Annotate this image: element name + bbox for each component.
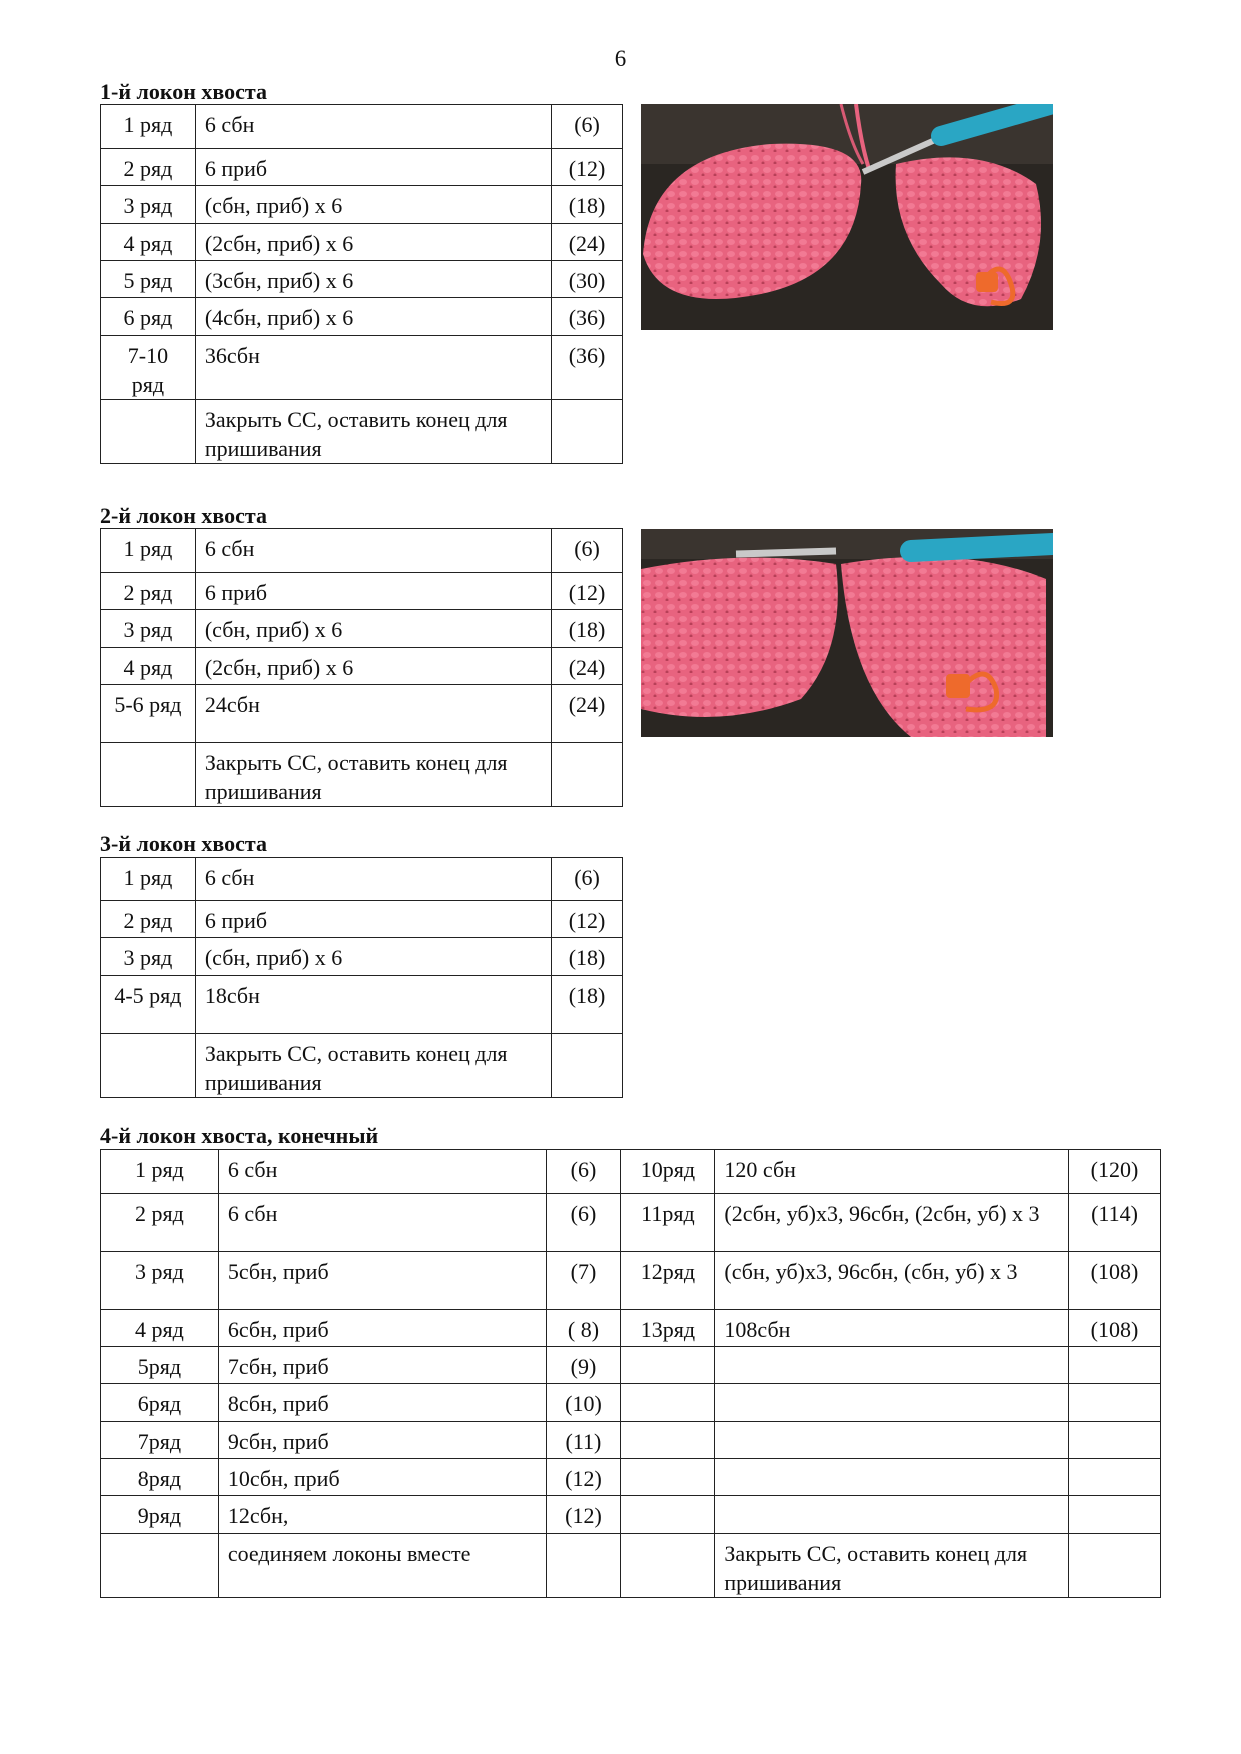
crochet-photo-1 <box>641 104 1053 330</box>
page-number: 6 <box>614 46 627 71</box>
table-row <box>101 149 623 186</box>
section-4-title: 4-й локон хвоста, конечный <box>100 1123 379 1148</box>
row-instruction: 6 приб <box>195 901 551 938</box>
row-label: 1 ряд <box>101 1150 219 1194</box>
row-label <box>101 1534 219 1598</box>
table-row <box>101 685 623 743</box>
row-instruction-2 <box>715 1422 1069 1459</box>
row-label <box>101 1034 196 1098</box>
table-row <box>101 858 623 901</box>
row-count: (6) <box>552 529 623 573</box>
row-instruction: 6 сбн <box>218 1194 546 1252</box>
row-instruction: (2сбн, приб) х 6 <box>195 648 551 685</box>
table-row <box>101 1194 1161 1252</box>
row-count-2: (120) <box>1069 1150 1161 1194</box>
table-row <box>101 105 623 149</box>
row-count: (24) <box>552 648 623 685</box>
row-label: 4 ряд <box>101 1310 219 1347</box>
row-instruction: 6 сбн <box>218 1150 546 1194</box>
row-count: (12) <box>552 901 623 938</box>
row-instruction: 6 приб <box>195 149 551 186</box>
row-instruction: 18сбн <box>195 976 551 1034</box>
row-instruction: 12сбн, <box>218 1496 546 1534</box>
row-instruction-2 <box>715 1384 1069 1422</box>
row-label: 9ряд <box>101 1496 219 1534</box>
row-count: (12) <box>546 1459 621 1496</box>
row-label: 5-6 ряд <box>101 685 196 743</box>
row-count-2 <box>1069 1459 1161 1496</box>
row-instruction: 6 приб <box>195 573 551 610</box>
row-count-2: (114) <box>1069 1194 1161 1252</box>
section-2-title: 2-й локон хвоста <box>100 503 267 528</box>
row-label: 1 ряд <box>101 858 196 901</box>
row-label <box>101 400 196 464</box>
section-4-table <box>100 1149 1161 1598</box>
crochet-pieces-photo-icon <box>641 104 1053 330</box>
table-row <box>101 1384 1161 1422</box>
table-row <box>101 648 623 685</box>
row-label: 5 ряд <box>101 261 196 298</box>
table-row <box>101 186 623 224</box>
row-instruction: 6 сбн <box>195 105 551 149</box>
table-row <box>101 336 623 400</box>
row-count: (18) <box>552 976 623 1034</box>
row-instruction: 9сбн, приб <box>218 1422 546 1459</box>
row-count-2 <box>1069 1534 1161 1598</box>
table-row <box>101 1496 1161 1534</box>
table-row <box>101 901 623 938</box>
row-instruction-2 <box>715 1496 1069 1534</box>
row-count: (6) <box>546 1194 621 1252</box>
table-row <box>101 938 623 976</box>
row-count: (24) <box>552 224 623 261</box>
table-row <box>101 1534 1161 1598</box>
row-instruction: (сбн, приб) х 6 <box>195 186 551 224</box>
row-count <box>552 400 623 464</box>
row-count: ( 8) <box>546 1310 621 1347</box>
row-label: 7ряд <box>101 1422 219 1459</box>
row-instruction: 6 сбн <box>195 858 551 901</box>
row-label: 6ряд <box>101 1384 219 1422</box>
row-instruction-2: 108сбн <box>715 1310 1069 1347</box>
row-count-2 <box>1069 1422 1161 1459</box>
crochet-photo-2 <box>641 529 1053 737</box>
row-count: (12) <box>546 1496 621 1534</box>
row-count: (6) <box>546 1150 621 1194</box>
row-instruction: (сбн, приб) х 6 <box>195 938 551 976</box>
row-count: (24) <box>552 685 623 743</box>
row-count <box>552 1034 623 1098</box>
table-row <box>101 1459 1161 1496</box>
row-instruction-2: (2сбн, уб)х3, 96сбн, (2сбн, уб) х 3 <box>715 1194 1069 1252</box>
table-row <box>101 298 623 336</box>
row-count-2: (108) <box>1069 1252 1161 1310</box>
row-label-2 <box>621 1534 715 1598</box>
section-2-table <box>100 528 623 807</box>
table-row <box>101 1150 1161 1194</box>
table-row <box>101 1252 1161 1310</box>
row-count: (10) <box>546 1384 621 1422</box>
row-instruction-2: (сбн, уб)х3, 96сбн, (сбн, уб) х 3 <box>715 1252 1069 1310</box>
row-instruction: Закрыть СС, оставить конец для пришивания <box>195 743 551 807</box>
row-label: 6 ряд <box>101 298 196 336</box>
row-label: 3 ряд <box>101 610 196 648</box>
table-row <box>101 1347 1161 1384</box>
row-instruction: 6 сбн <box>195 529 551 573</box>
row-count: (11) <box>546 1422 621 1459</box>
row-instruction: 6сбн, приб <box>218 1310 546 1347</box>
row-count <box>546 1534 621 1598</box>
row-count-2 <box>1069 1384 1161 1422</box>
row-instruction-2 <box>715 1459 1069 1496</box>
row-label: 3 ряд <box>101 1252 219 1310</box>
row-label-2 <box>621 1496 715 1534</box>
row-instruction: 24сбн <box>195 685 551 743</box>
row-instruction: 36сбн <box>195 336 551 400</box>
row-label: 2 ряд <box>101 901 196 938</box>
row-instruction: (сбн, приб) х 6 <box>195 610 551 648</box>
table-row <box>101 573 623 610</box>
row-label: 4-5 ряд <box>101 976 196 1034</box>
table-row <box>101 1310 1161 1347</box>
row-count: (6) <box>552 105 623 149</box>
section-1-table <box>100 104 623 464</box>
row-count-2: (108) <box>1069 1310 1161 1347</box>
table-row <box>101 261 623 298</box>
row-count: (6) <box>552 858 623 901</box>
row-count-2 <box>1069 1496 1161 1534</box>
section-1-title: 1-й локон хвоста <box>100 79 267 104</box>
row-label <box>101 743 196 807</box>
row-label: 1 ряд <box>101 105 196 149</box>
row-label-2: 11ряд <box>621 1194 715 1252</box>
row-label: 2 ряд <box>101 573 196 610</box>
row-count-2 <box>1069 1347 1161 1384</box>
table-row <box>101 1422 1161 1459</box>
row-label-2 <box>621 1347 715 1384</box>
row-instruction: Закрыть СС, оставить конец для пришивания <box>195 400 551 464</box>
row-instruction: (4сбн, приб) х 6 <box>195 298 551 336</box>
row-count <box>552 743 623 807</box>
row-label-2: 13ряд <box>621 1310 715 1347</box>
row-label: 3 ряд <box>101 186 196 224</box>
table-row <box>101 743 623 807</box>
row-instruction: Закрыть СС, оставить конец для пришивания <box>195 1034 551 1098</box>
row-count: (18) <box>552 610 623 648</box>
row-instruction: 8сбн, приб <box>218 1384 546 1422</box>
row-instruction-2: Закрыть СС, оставить конец для пришивания <box>715 1534 1069 1598</box>
row-label: 4 ряд <box>101 648 196 685</box>
crochet-pieces-photo-icon <box>641 529 1053 737</box>
row-instruction: (2сбн, приб) х 6 <box>195 224 551 261</box>
row-count: (36) <box>552 298 623 336</box>
section-3-table <box>100 857 623 1098</box>
table-row <box>101 224 623 261</box>
row-count: (12) <box>552 573 623 610</box>
row-label-2 <box>621 1422 715 1459</box>
row-instruction-2: 120 сбн <box>715 1150 1069 1194</box>
row-label-2 <box>621 1384 715 1422</box>
table-row <box>101 610 623 648</box>
table-row <box>101 1034 623 1098</box>
row-instruction-2 <box>715 1347 1069 1384</box>
row-label: 1 ряд <box>101 529 196 573</box>
row-count: (30) <box>552 261 623 298</box>
row-instruction: 5сбн, приб <box>218 1252 546 1310</box>
row-label: 3 ряд <box>101 938 196 976</box>
table-row <box>101 529 623 573</box>
table-row <box>101 976 623 1034</box>
row-count: (12) <box>552 149 623 186</box>
row-label: 5ряд <box>101 1347 219 1384</box>
row-count: (18) <box>552 938 623 976</box>
row-count: (36) <box>552 336 623 400</box>
row-count: (18) <box>552 186 623 224</box>
row-instruction: (3сбн, приб) х 6 <box>195 261 551 298</box>
row-label-2: 10ряд <box>621 1150 715 1194</box>
row-label: 2 ряд <box>101 149 196 186</box>
row-instruction: 7сбн, приб <box>218 1347 546 1384</box>
row-instruction: соединяем локоны вместе <box>218 1534 546 1598</box>
row-instruction: 10сбн, приб <box>218 1459 546 1496</box>
row-label: 8ряд <box>101 1459 219 1496</box>
table-row <box>101 400 623 464</box>
row-count: (7) <box>546 1252 621 1310</box>
row-label: 7-10 ряд <box>101 336 196 400</box>
section-3-title: 3-й локон хвоста <box>100 831 267 856</box>
row-label: 4 ряд <box>101 224 196 261</box>
row-label-2: 12ряд <box>621 1252 715 1310</box>
row-label: 2 ряд <box>101 1194 219 1252</box>
row-label-2 <box>621 1459 715 1496</box>
row-count: (9) <box>546 1347 621 1384</box>
